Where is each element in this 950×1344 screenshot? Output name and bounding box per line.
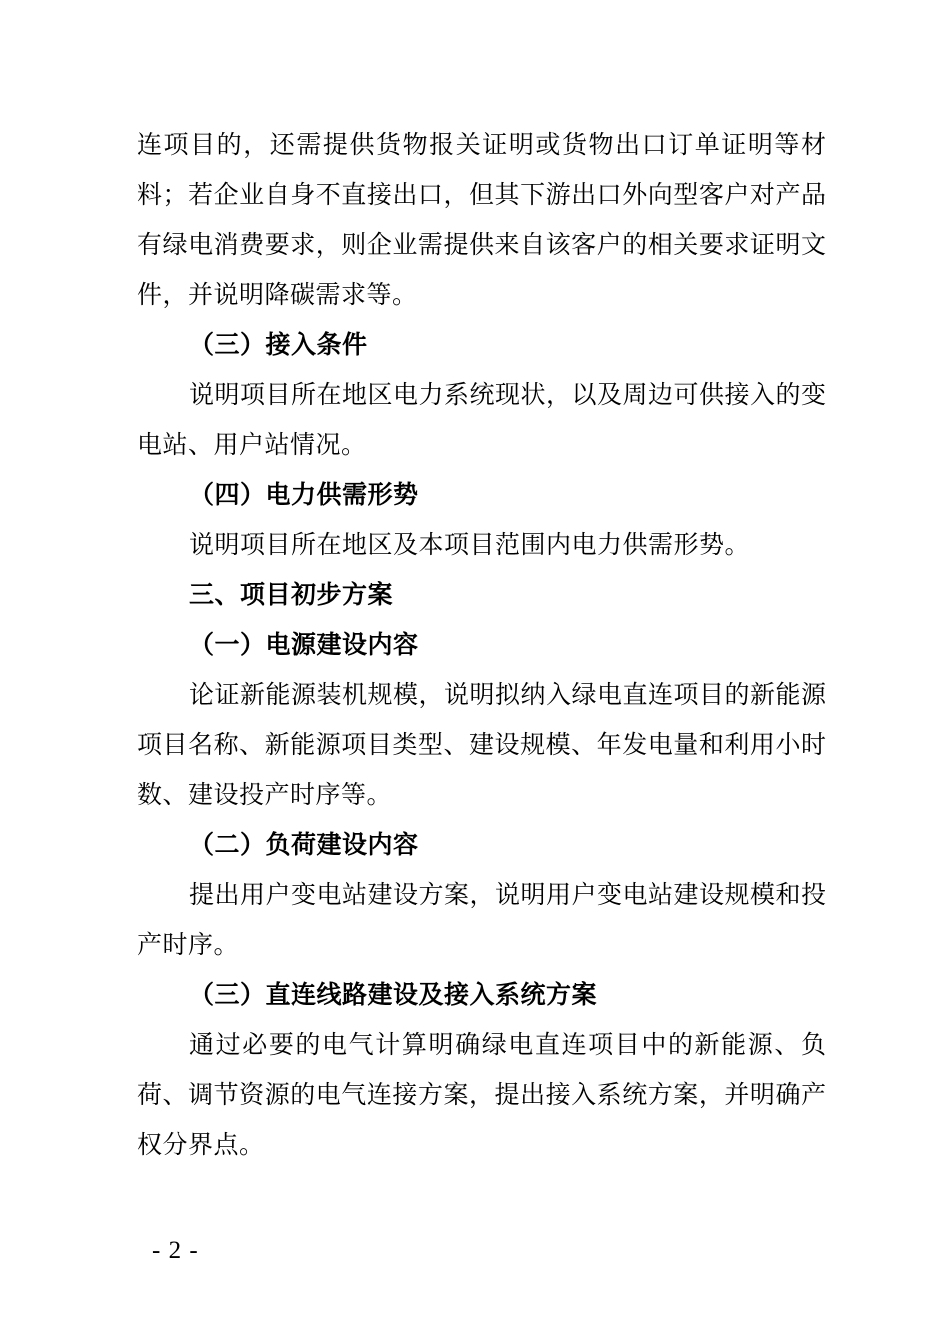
page-number: - 2 - (152, 1237, 199, 1264)
heading-line: （二）负荷建设内容 (189, 832, 419, 859)
text-line: 提出用户变电站建设方案，说明用户变电站建设规模和投 (189, 882, 826, 909)
text-line: 件，并说明降碳需求等。 (137, 282, 418, 309)
text-line: 通过必要的电气计算明确绿电直连项目中的新能源、负 (189, 1032, 826, 1059)
text-block (137, 121, 826, 1171)
text-line: 荷、调节资源的电气连接方案，提出接入系统方案，并明确产 (137, 1082, 826, 1109)
heading-line: 三、项目初步方案 (189, 582, 394, 609)
text-line: 说明项目所在地区及本项目范围内电力供需形势。 (189, 532, 751, 559)
heading-line: （三）直连线路建设及接入系统方案 (189, 982, 598, 1009)
heading-line: （三）接入条件 (189, 332, 368, 359)
text-line: 说明项目所在地区电力系统现状，以及周边可供接入的变 (189, 382, 826, 409)
text-line: 有绿电消费要求，则企业需提供来自该客户的相关要求证明文 (137, 232, 826, 259)
text-line: 电站、用户站情况。 (137, 432, 367, 459)
heading-line: （一）电源建设内容 (189, 632, 419, 659)
text-line: 项目名称、新能源项目类型、建设规模、年发电量和利用小时 (137, 732, 826, 759)
text-line: 料；若企业自身不直接出口，但其下游出口外向型客户对产品 (137, 182, 826, 209)
text-line: 数、建设投产时序等。 (137, 782, 393, 809)
heading-line: （四）电力供需形势 (189, 482, 419, 509)
text-line: 权分界点。 (137, 1132, 265, 1159)
text-line: 论证新能源装机规模，说明拟纳入绿电直连项目的新能源 (189, 682, 826, 709)
text-line: 产时序。 (137, 932, 240, 959)
text-line: 连项目的，还需提供货物报关证明或货物出口订单证明等材 (137, 132, 826, 159)
